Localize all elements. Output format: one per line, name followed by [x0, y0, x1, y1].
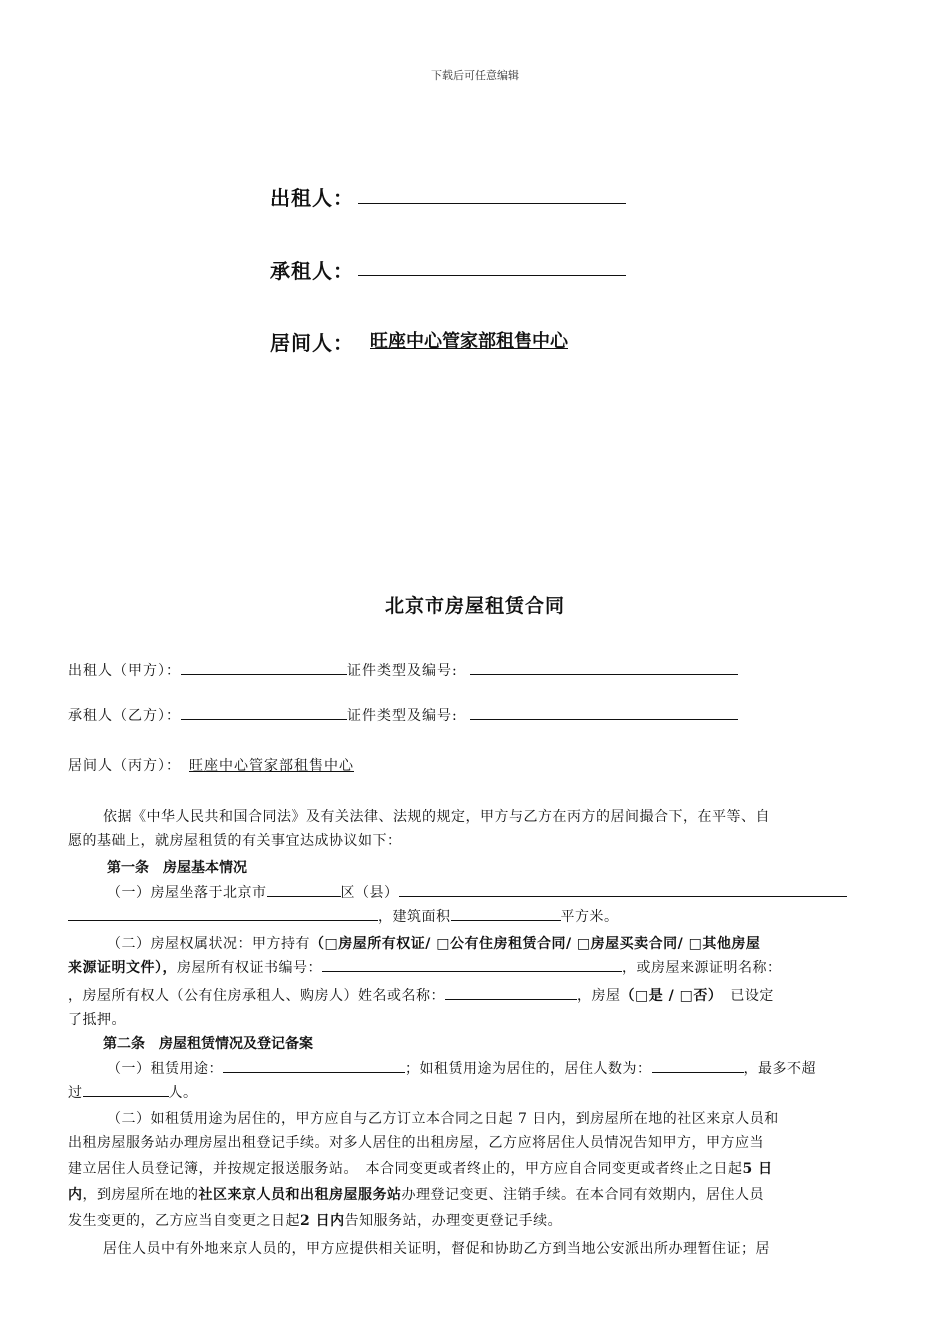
party-lessee-row	[68, 705, 738, 725]
item-bold: 2 日内	[300, 1213, 345, 1229]
preamble-line-1: 依据《中华人民共和国合同法》及有关法律、法规的规定，甲方与乙方在丙方的居间撮合下，在平等、自	[103, 809, 770, 825]
ownership-options: （□房屋所有权证/ □公有住房租赁合同/ □房屋买卖合同/ □其他房屋	[310, 936, 761, 952]
header-note: 下载后可任意编辑	[431, 69, 519, 82]
area-blank	[451, 908, 561, 921]
contract-title: 北京市房屋租赁合同	[384, 595, 565, 617]
item-text: ，房屋	[577, 988, 621, 1004]
certificate-blank	[322, 959, 622, 972]
item-text: 发生变更的，乙方应当自变更之日起	[68, 1213, 300, 1229]
item-text: 过	[68, 1085, 83, 1101]
article-1-item-1-line-2	[68, 905, 619, 929]
party-lessor-id-label: 证件类型及编号:	[347, 663, 458, 679]
party-lessee-blank	[181, 707, 347, 720]
article-2-item-2-line-3	[68, 1157, 773, 1181]
party-lessor-id-blank	[470, 662, 738, 675]
item-text: 告知服务站，办理变更登记手续。	[344, 1213, 563, 1229]
article-1-item-2-line-2	[68, 956, 782, 980]
article-2-item-2-line-4	[68, 1183, 764, 1207]
article-2-item-2-line-5	[68, 1209, 562, 1233]
item-text: ，建筑面积	[378, 909, 451, 925]
cover-lessor-label: 出租人：	[270, 186, 354, 210]
article-2-item-2-line-1: （二）如租赁用途为居住的，甲方应自与乙方订立本合同之日起 7 日内，到房屋所在地的社区来京人员和	[107, 1111, 779, 1127]
owner-name-blank	[445, 987, 577, 1000]
party-lessor-blank	[181, 662, 347, 675]
item-text: ，到房屋所在地的	[82, 1187, 199, 1203]
item-bold: 5 日	[742, 1161, 773, 1177]
article-2-item-1-line-1	[107, 1057, 816, 1081]
item-text: 办理登记变更、注销手续。在本合同有效期内，居住人员	[401, 1187, 764, 1203]
item-text: ；如租赁用途为居住的，居住人数为：	[405, 1061, 652, 1077]
item-text: （一）租赁用途：	[107, 1061, 223, 1077]
item-text: 已设定	[730, 988, 774, 1004]
party-agent-value: 旺座中心管家部租售中心	[189, 758, 354, 774]
party-lessee-id-blank	[470, 707, 738, 720]
article-2-item-3-line-1: 居住人员中有外地来京人员的，甲方应提供相关证明，督促和协助乙方到当地公安派出所办理暂住证；居	[103, 1241, 770, 1257]
address-blank-cont	[68, 908, 378, 921]
item-text: ，或房屋来源证明名称：	[622, 960, 782, 976]
item-text: 建立居住人员登记簿，并按规定报送服务站。 本合同变更或者终止的，甲方应自合同变更或者终止之日起	[68, 1161, 743, 1177]
item-text: 房屋所有权证书编号：	[177, 960, 322, 976]
article-1-item-2-line-3	[68, 984, 774, 1008]
address-blank	[399, 884, 847, 897]
occupants-blank	[652, 1060, 744, 1073]
purpose-blank	[223, 1060, 405, 1073]
district-blank	[267, 884, 341, 897]
article-2-item-2-line-2: 出租房屋服务站办理房屋出租登记手续。对多人居住的出租房屋，乙方应将居住人员情况告知甲方，甲方应当	[68, 1135, 764, 1151]
cover-agent-value: 旺座中心管家部租售中心	[370, 331, 568, 352]
item-text: 平方米。	[560, 909, 619, 925]
article-1-heading: 第一条 房屋基本情况	[107, 860, 247, 876]
item-bold: 社区来京人员和出租房屋服务站	[198, 1187, 402, 1203]
article-2-item-1-line-2	[68, 1081, 198, 1105]
party-agent-label: 居间人（丙方）：	[68, 758, 181, 774]
cover-agent-label: 居间人：	[270, 331, 354, 355]
party-lessee-label: 承租人（乙方）：	[68, 708, 181, 724]
item-text: ，最多不超	[743, 1061, 816, 1077]
article-1-item-1-line-1	[107, 881, 847, 905]
cover-lessor-line	[358, 203, 626, 204]
mortgage-options: （□是 / □否）	[620, 988, 723, 1004]
party-lessee-id-label: 证件类型及编号:	[347, 708, 458, 724]
cover-lessee-line	[358, 275, 626, 276]
item-bold: 内	[68, 1187, 83, 1203]
preamble-line-2: 愿的基础上，就房屋租赁的有关事宜达成协议如下：	[68, 833, 402, 849]
party-lessor-row	[68, 660, 738, 680]
max-occupants-blank	[83, 1084, 169, 1097]
item-text: 区（县）	[340, 885, 399, 901]
cover-lessee-label: 承租人：	[270, 259, 354, 283]
item-text: ，房屋所有权人（公有住房承租人、购房人）姓名或名称：	[68, 988, 445, 1004]
party-lessor-label: 出租人（甲方）：	[68, 663, 181, 679]
article-2-heading: 第二条 房屋租赁情况及登记备案	[103, 1036, 313, 1052]
item-text: （二）房屋权属状况：甲方持有	[107, 936, 310, 952]
article-1-item-2-line-1	[107, 932, 760, 956]
article-1-item-2-line-4: 了抵押。	[68, 1012, 126, 1028]
party-agent-row	[68, 755, 362, 775]
item-text: （一）房屋坐落于北京市	[107, 885, 267, 901]
ownership-options-cont: 来源证明文件），	[68, 960, 177, 976]
item-text: 人。	[168, 1085, 198, 1101]
